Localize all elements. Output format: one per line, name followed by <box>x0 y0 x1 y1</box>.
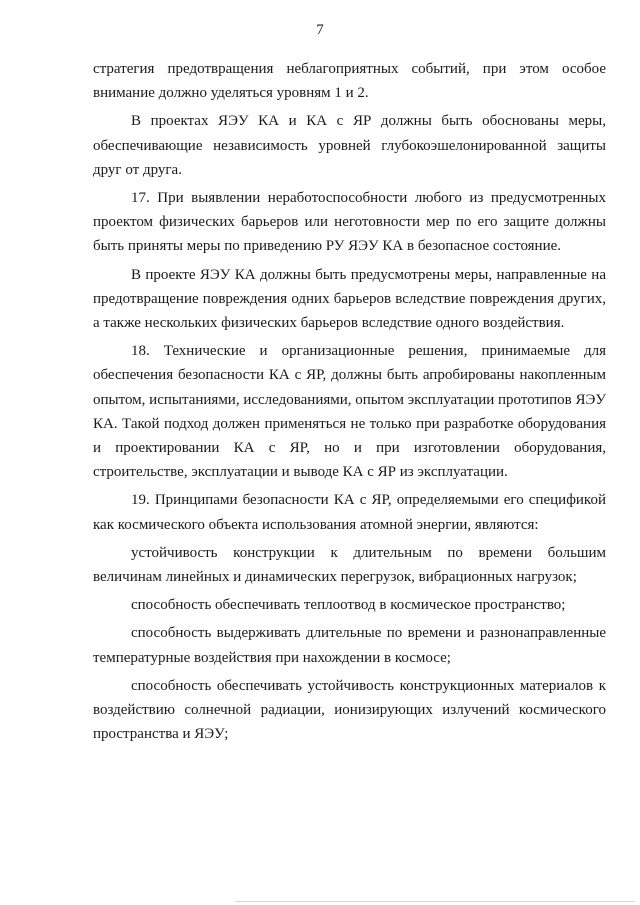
paragraph-strategy-continuation: стратегия предотвращения неблагоприятных событий, при этом особое внимание должно уделяться уровням 1 и 2. <box>93 61 606 102</box>
bottom-edge-line <box>235 901 635 902</box>
paragraph-item-18: 18. Технические и организационные решения, принимаемые для обеспечения безопасности КА с ЯР, должны быть апробированы накопленным опытом, испытаниями, исследованиями, опытом эксплуатации прототипов ЯЭУ КА. Такой подход должен применяться не только при разработке оборудования и проектировании КА с ЯР, но и при изготовлении оборудования, строительстве, эксплуатации и выводе КА с ЯР из эксплуатации. <box>93 343 606 481</box>
list-item-temperature-resistance: способность выдерживать длительные по времени и разнонаправленные температурные воздействия при нахождении в космосе; <box>93 625 606 666</box>
paragraph-item-19: 19. Принципами безопасности КА с ЯР, определяемыми его спецификой как космического объекта использования атомной энергии, являются: <box>93 492 606 533</box>
page-number: 7 <box>316 22 324 38</box>
document-body <box>93 57 606 746</box>
list-item-material-stability: способность обеспечивать устойчивость конструкционных материалов к воздействию солнечной радиации, ионизирующих излучений космического пространства и ЯЭУ; <box>93 677 606 743</box>
paragraph-independence-levels: В проектах ЯЭУ КА и КА с ЯР должны быть обоснованы меры, обеспечивающие независимость уровней глубокоэшелонированной защиты друг от друга. <box>93 113 606 178</box>
list-item-structural-stability: устойчивость конструкции к длительным по времени большим величинам линейных и динамических перегрузок, вибрационных нагрузок; <box>93 544 606 586</box>
paragraph-barrier-protection: В проекте ЯЭУ КА должны быть предусмотрены меры, направленные на предотвращение повреждения одних барьеров вследствие повреждения других, а также нескольких физических барьеров вследствие одного воздействия. <box>93 266 606 332</box>
paragraph-item-17: 17. При выявлении неработоспособности любого из предусмотренных проектом физических барьеров или неготовности мер по его защите должны быть приняты меры по приведению РУ ЯЭУ КА в безопасное состояние. <box>93 190 606 255</box>
list-item-heat-removal: способность обеспечивать теплоотвод в космическое пространство; <box>131 597 566 614</box>
